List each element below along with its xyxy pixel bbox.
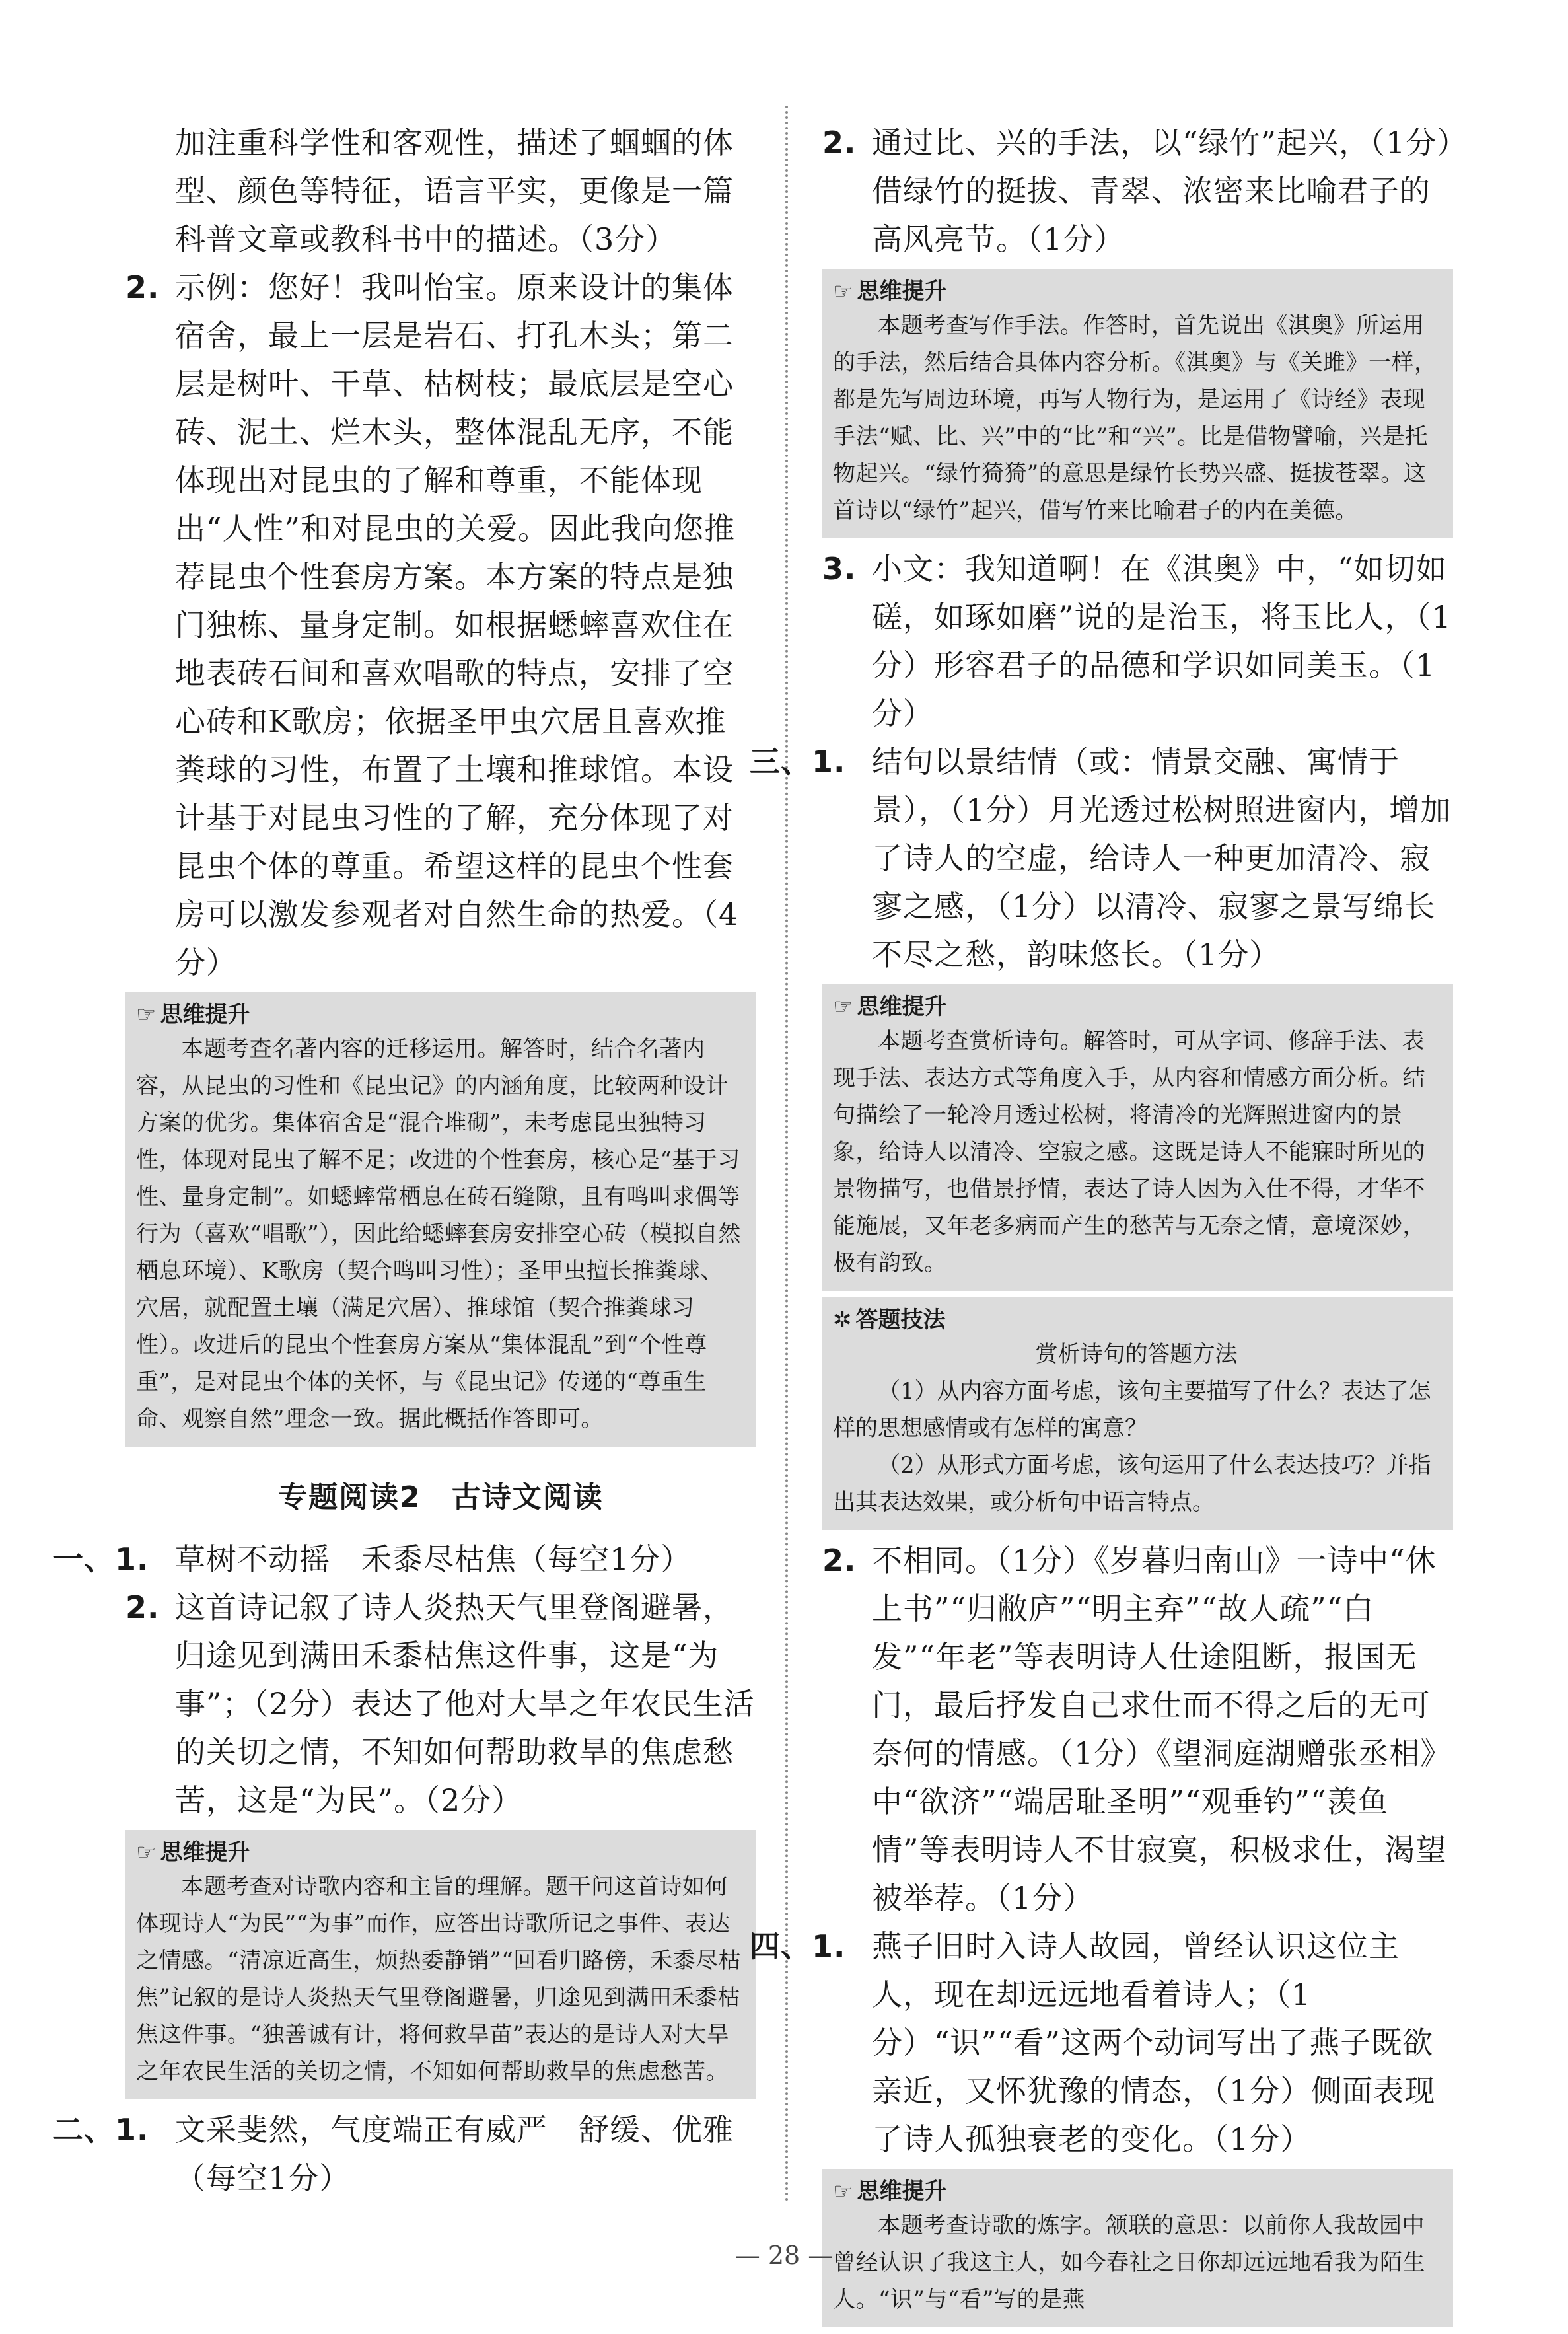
answer-section-2 [53,2106,756,2203]
item-number: 2. [822,125,857,161]
thumbs-up-icon: ☞ [136,1839,157,1866]
box-heading: 答题技法 [855,1307,946,1333]
answer-section-1 [53,1535,756,1584]
gear-icon: ✲ [833,1307,852,1333]
column-divider [785,106,788,2203]
thumbs-up-icon: ☞ [136,1002,157,1028]
box-heading: 思维提升 [857,278,947,305]
thumbs-up-icon: ☞ [833,2178,853,2205]
item-number: 三、1. [750,744,846,780]
box-paragraph: （2）从形式方面考虑，该句运用了什么表达技巧？并指出其表达效果，或分析句中语言特点。 [833,1452,1431,1515]
answer-text: 加注重科学性和客观性，描述了蝈蝈的体型、颜色等特征，语言平实，更像是一篇科普文章或教科书中的描述。（3分） [175,125,734,257]
box-heading: 思维提升 [857,994,947,1020]
thinking-box [125,992,756,1447]
item-number: 2. [125,1589,160,1625]
box-body: 本题考查赏析诗句。解答时，可从字词、修辞手法、表现手法、表达方式等角度入手，从内容和情感方面分析。结句描绘了一轮冷月透过松树，将清冷的光辉照进窗内的景象，给诗人以清冷、空寂之感。这既是诗人不能寐时所见的景物描写，也借景抒情，表达了诗人因为入仕不得，才华不能施展，又年老多病而产生的愁苦与无奈之情，意境深妙，极有韵致。 [833,1028,1425,1276]
answer-section-3 [750,738,1453,979]
item-number: 2. [125,270,160,305]
box-heading: 思维提升 [857,2178,947,2205]
answer-text: 小文：我知道啊！在《淇奥》中，“如切如磋，如琢如磨”说的是治玉，将玉比人，（1分）形容君子的品德和学识如同美玉。（1分） [872,551,1452,731]
answer-text: 这首诗记叙了诗人炎热天气里登阁避暑，归途见到满田禾黍枯焦这件事，这是“为事”；（2分）表达了他对大旱之年农民生活的关切之情，不知如何帮助救旱的焦虑愁苦，这是“为民”。（2分） [175,1589,755,1818]
answer-item-2 [822,1537,1453,1922]
box-body: 本题考查对诗歌内容和主旨的理解。题干问这首诗如何体现诗人“为民”“为事”而作，应答出诗歌所记之事件、表达之情感。“清凉近高生，烦热委静销”“回看归路傍，禾黍尽枯焦”记叙的是诗人炎热天气里登阁避暑，归途见到满田禾黍枯焦这件事。“独善诚有计，将何救旱苗”表达的是诗人对大旱之年农民生活的关切之情，不知如何帮助救旱的焦虑愁苦。 [136,1874,742,2085]
item-number: 3. [822,551,857,587]
answer-text: 不相同。（1分）《岁暮归南山》一诗中“休上书”“归敝庐”“明主弃”“故人疏”“白发”“年老”等表明诗人仕途阻断，报国无门，最后抒发自己求仕而不得之后的无可奈何的情感。（1分）《望洞庭湖赠张丞相》中“欲济”“端居耻圣明”“观垂钓”“羡鱼情”等表明诗人不甘寂寞，积极求仕，渴望被举荐。（1分） [872,1543,1452,1916]
section-title: 专题阅读2 古诗文阅读 [278,1480,604,1514]
box-heading: 思维提升 [160,1839,250,1866]
page-number: — 28 — [734,2241,834,2270]
left-column [53,119,756,2203]
thinking-box [125,1830,756,2099]
answer-text: 示例：您好！我叫怡宝。原来设计的集体宿舍，最上一层是岩石、打孔木头；第二层是树叶、干草、枯树枝；最底层是空心砖、泥土、烂木头，整体混乱无序，不能体现出对昆虫的了解和尊重，不能体现出“人性”和对昆虫的关爱。因此我向您推荐昆虫个性套房方案。本方案的特点是独门独栋、量身定制。如根据蟋蟀喜欢住在地表砖石间和喜欢唱歌的特点，安排了空心砖和K歌房；依据圣甲虫穴居且喜欢推粪球的习性，布置了土壤和推球馆。本设计基于对昆虫习性的了解，充分体现了对昆虫个体的尊重。希望这样的昆虫个性套房可以激发参观者对自然生命的热爱。（4分） [175,270,739,980]
answer-text: 草树不动摇 禾黍尽枯焦（每空1分） [175,1541,692,1577]
answer-text: 燕子旧时入诗人故园，曾经认识这位主人，现在却远远地看着诗人；（1分）“识”“看”这两个动词写出了燕子既欲亲近，又怀犹豫的情态，（1分）侧面表现了诗人孤独衰老的变化。（1分） [872,1928,1436,2157]
item-number: 2. [822,1543,857,1578]
answer-item-2 [125,1584,756,1825]
item-number: 二、1. [53,2112,149,2148]
box-body: 本题考查诗歌的炼字。颔联的意思：以前你人我故园中曾经认识了我这主人，如今春社之日你却远远地看我为陌生人。“识”与“看”写的是燕 [833,2212,1425,2313]
box-heading: 思维提升 [160,1002,250,1028]
thumbs-up-icon: ☞ [833,278,853,305]
box-body: 本题考查名著内容的迁移运用。解答时，结合名著内容，从昆虫的习性和《昆虫记》的内涵角度，比较两种设计方案的优劣。集体宿舍是“混合堆砌”，未考虑昆虫独特习性，体现对昆虫了解不足；改进的个性套房，核心是“基于习性、量身定制”。如蟋蟀常栖息在砖石缝隙，且有鸣叫求偶等行为（喜欢“唱歌”），因此给蟋蟀套房安排空心砖（模拟自然栖息环境）、K歌房（契合鸣叫习性）；圣甲虫擅长推粪球、穴居，就配置土壤（满足穴居）、推球馆（契合推粪球习性）。改进后的昆虫个性套房方案从“集体混乱”到“个性尊重”，是对昆虫个体的关怀，与《昆虫记》传递的“尊重生命、观察自然”理念一致。据此概括作答即可。 [136,1036,741,1432]
answer-text: 结句以景结情（或：情景交融、寓情于景），（1分）月光透过松树照进窗内，增加了诗人的空虚，给诗人一种更加清冷、寂寥之感，（1分）以清冷、寂寥之景写绵长不尽之愁，韵味悠长。（1分） [872,744,1452,972]
box-body: 本题考查写作手法。作答时，首先说出《淇奥》所运用的手法，然后结合具体内容分析。《淇奥》与《关雎》一样，都是先写周边环境，再写人物行为，是运用了《诗经》表现手法“赋、比、兴”中的“比”和“兴”。比是借物譬喻，兴是托物起兴。“绿竹猗猗”的意思是绿竹长势兴盛、挺拔苍翠。这首诗以“绿竹”起兴，借写竹来比喻君子的内在美德。 [833,312,1437,524]
box-paragraph: （1）从内容方面考虑，该句主要描写了什么？表达了怎样的思想感情或有怎样的寓意？ [833,1378,1431,1441]
answer-item-2 [822,119,1453,264]
technique-box [822,1297,1453,1530]
answer-item-3 [822,545,1453,738]
answer-section-4 [750,1922,1453,2164]
answer-text: 通过比、兴的手法，以“绿竹”起兴，（1分）借绿竹的挺拔、青翠、浓密来比喻君子的高风亮节。（1分） [872,125,1453,257]
answer-text: 文采斐然，气度端正有威严 舒缓、优雅（每空1分） [175,2112,734,2196]
thinking-box [822,269,1453,538]
item-number: 一、1. [53,1541,149,1577]
answer-continued [125,119,756,264]
item-number: 四、1. [750,1928,846,1964]
box-subtitle: 赏析诗句的答题方法 [1035,1341,1238,1368]
thumbs-up-icon: ☞ [833,994,853,1020]
thinking-box [822,984,1453,1291]
answer-item-2 [125,264,756,987]
